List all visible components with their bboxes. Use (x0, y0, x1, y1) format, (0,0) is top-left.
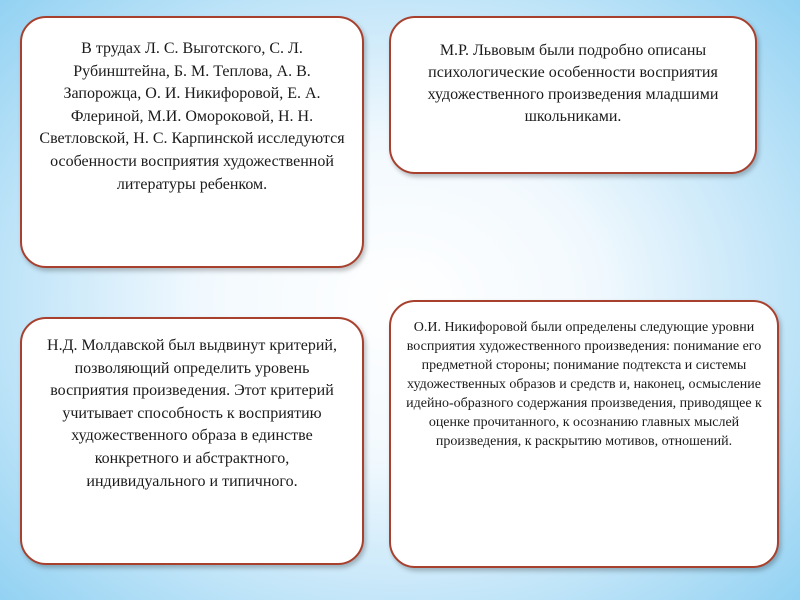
text-card-nikiforova (389, 300, 779, 568)
card-text: М.Р. Львовым были подробно описаны психологические особенности восприятия художественного произведения младшими школьниками. (427, 42, 719, 125)
text-card-vygotsky (20, 16, 364, 268)
card-text: О.И. Никифоровой были определены следующие уровни восприятия художественного произведения: понимание его предметной стороны; понимание подтекста и системы художественных образов и средств и, наконец, осмысление идейно-образного содержания произведения, приводящее к оценке прочитанного, к осознанию главных мыслей произведения, к раскрытию мотивов, отношений. (406, 320, 762, 449)
card-text: В трудах Л. С. Выготского, С. Л. Рубинштейна, Б. М. Теплова, А. В. Запорожца, О. И. Никифоровой, Е. А. Флериной, М.И. Омороковой, Н. Н. Светловской, Н. С. Карпинской исследуются особенности восприятия художественной литературы ребенком. (39, 40, 345, 193)
text-card-lvov (389, 16, 757, 174)
card-text: Н.Д. Молдавской был выдвинут критерий, позволяющий определить уровень восприятия произведения. Этот критерий учитывает способность к восприятию художественного образа в единстве конкретного и абстрактного, индивидуального и типичного. (47, 337, 337, 490)
text-card-moldavskaya (20, 317, 364, 565)
